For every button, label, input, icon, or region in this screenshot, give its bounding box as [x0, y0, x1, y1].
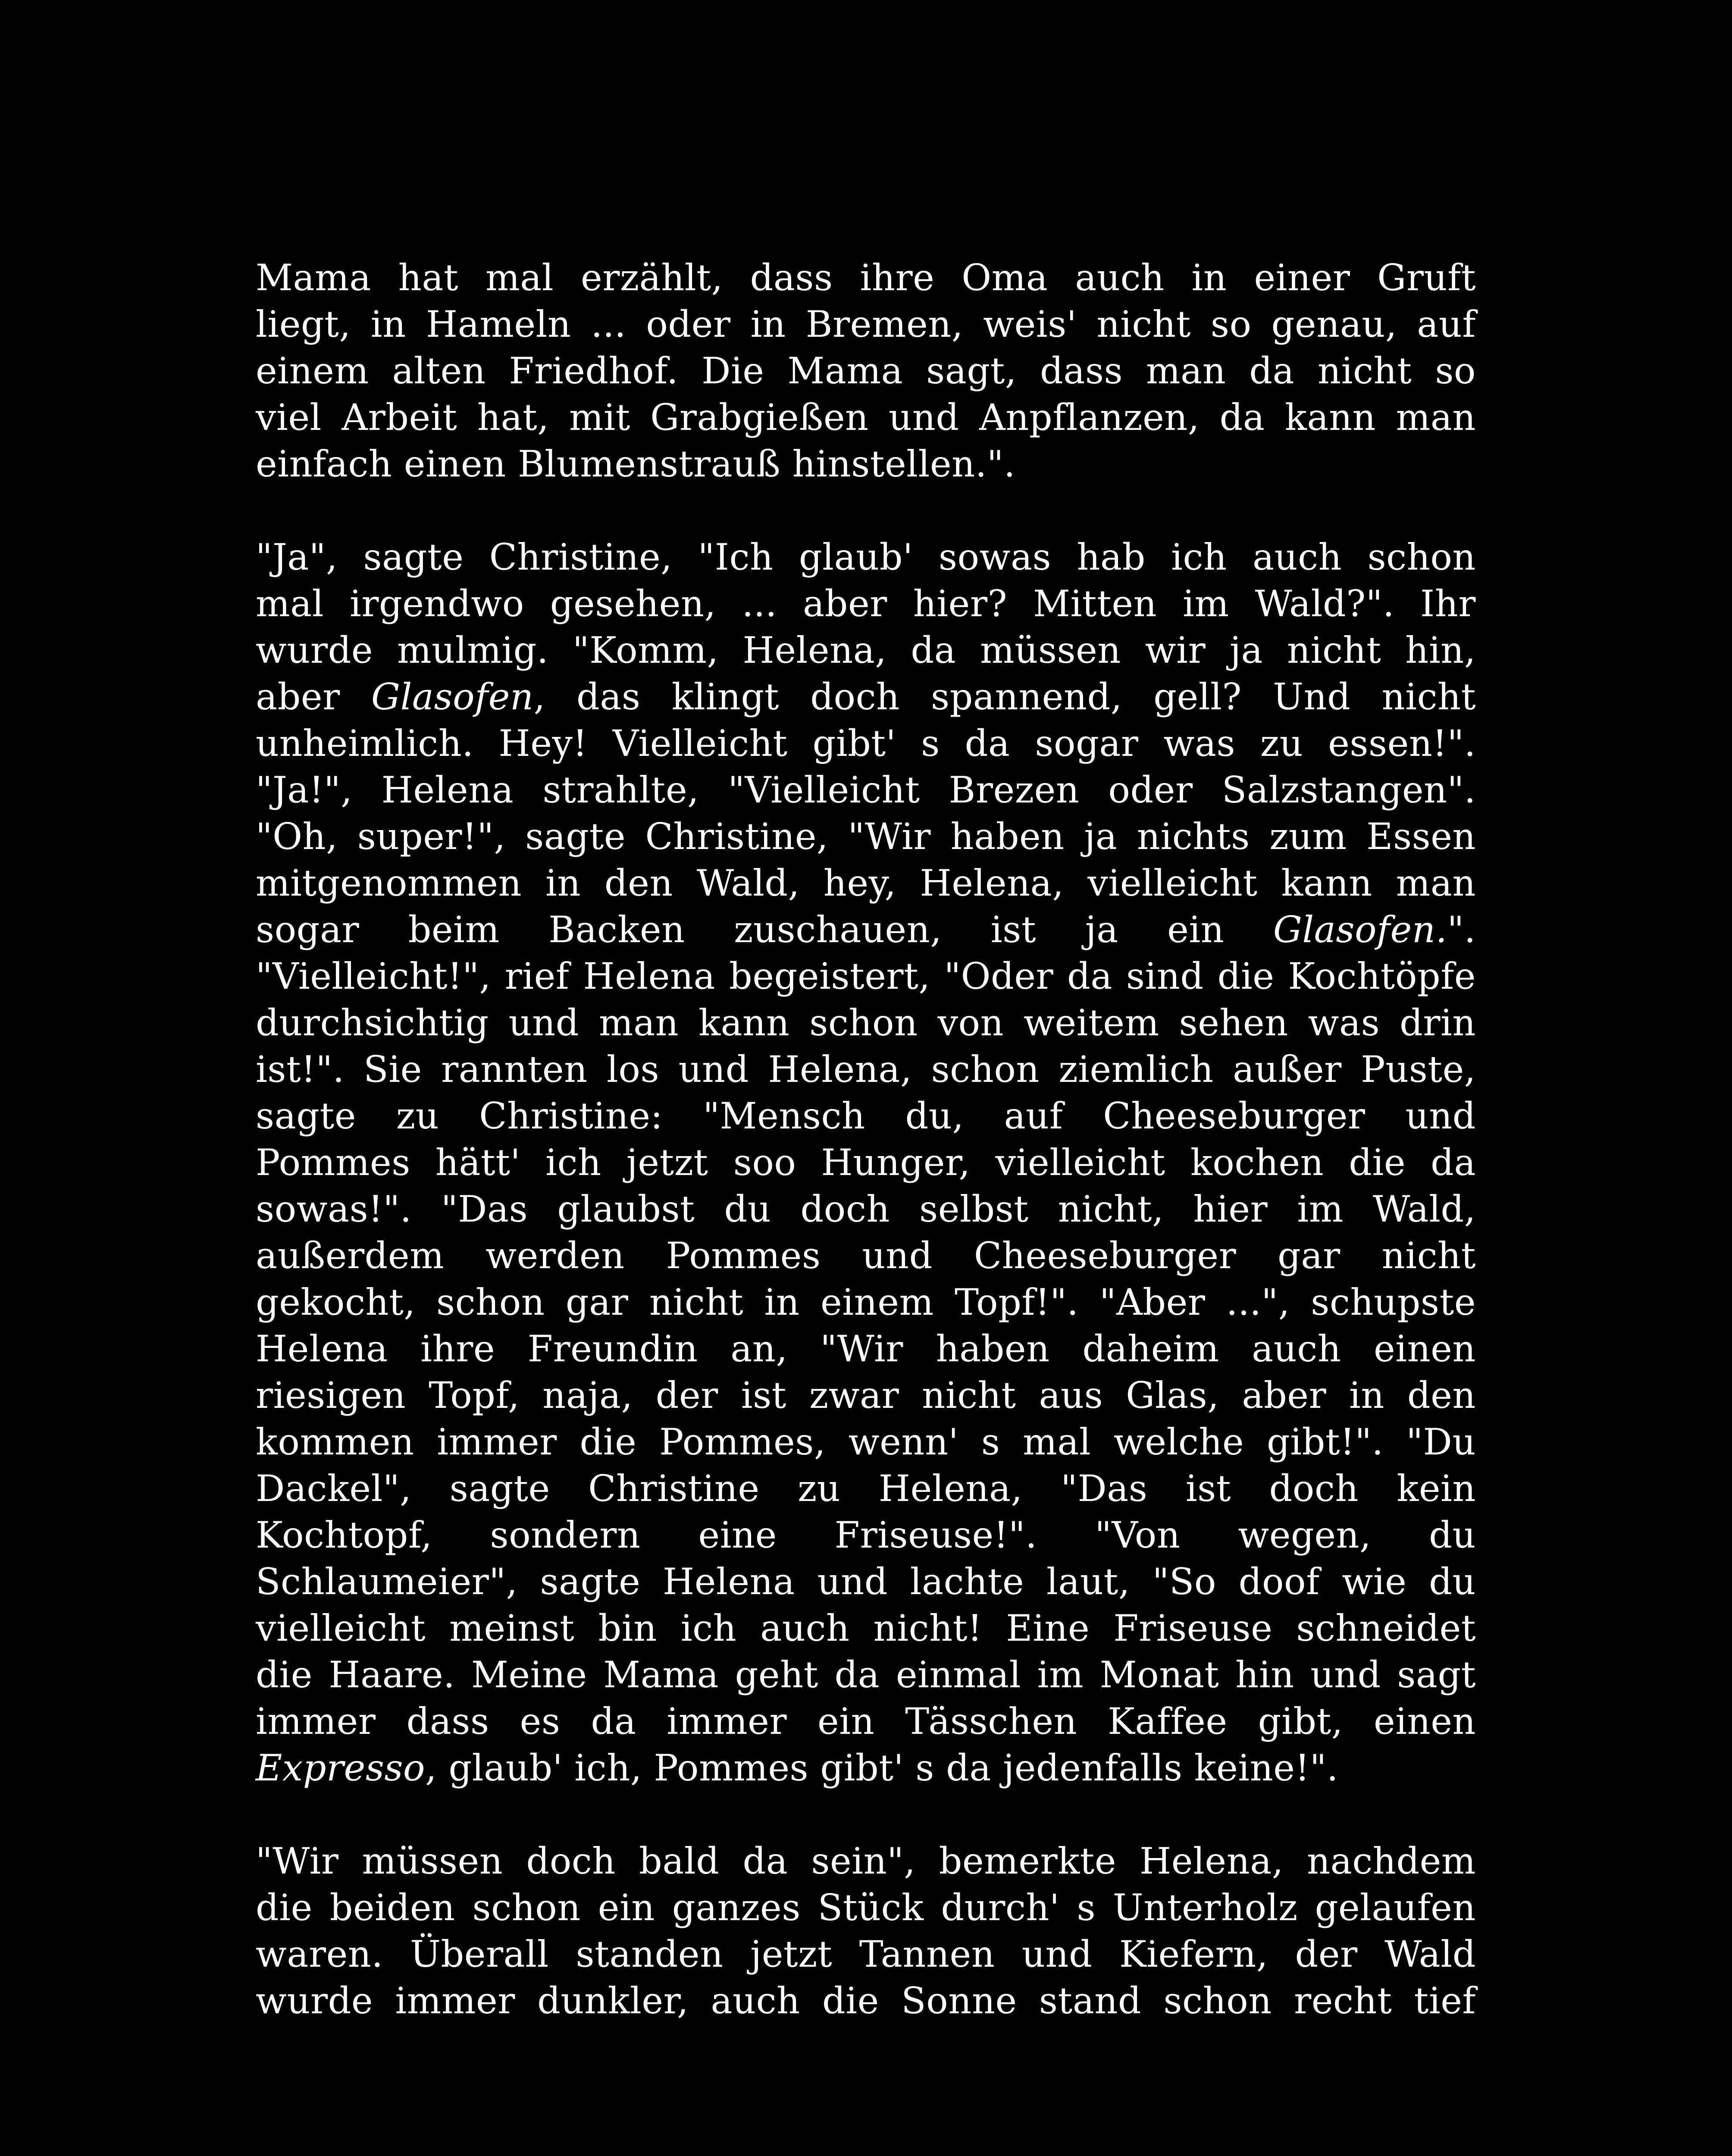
text-run: "Vielleicht!", rief Helena begeistert, "Oder da sind die Kochtöpfe	[256, 955, 1476, 997]
text-run: sogar beim Backen zuschauen, ist ja ein	[256, 909, 1273, 951]
text-run: Dackel", sagte Christine zu Helena, "Das ist doch kein	[256, 1467, 1476, 1510]
text-line	[256, 1046, 1476, 1093]
text-run: Helena ihre Freundin an, "Wir haben daheim auch einen	[256, 1328, 1476, 1370]
italic-text: Glasofen	[371, 676, 534, 718]
text-line	[256, 254, 1476, 301]
text-line	[256, 1139, 1476, 1186]
text-run: , glaub' ich, Pommes gibt' s da jedenfalls keine!".	[425, 1747, 1339, 1789]
text-run: einem alten Friedhof. Die Mama sagt, dass man da nicht so	[256, 350, 1476, 392]
text-line	[256, 301, 1476, 348]
text-run: Kochtopf, sondern eine Friseuse!". "Von wegen, du	[256, 1514, 1476, 1556]
text-line	[256, 441, 1476, 487]
text-line	[256, 1419, 1476, 1465]
text-run: mitgenommen in den Wald, hey, Helena, vielleicht kann man	[256, 862, 1476, 904]
text-run: außerdem werden Pommes und Cheeseburger gar nicht	[256, 1235, 1476, 1277]
text-run: immer dass es da immer ein Tässchen Kaffee gibt, einen	[256, 1700, 1476, 1742]
text-run: viel Arbeit hat, mit Grabgießen und Anpflanzen, da kann man	[256, 396, 1476, 439]
text-run: riesigen Topf, naja, der ist zwar nicht aus Glas, aber in den	[256, 1374, 1476, 1416]
text-run: wurde mulmig. "Komm, Helena, da müssen wir ja nicht hin,	[256, 629, 1476, 671]
text-line	[256, 1512, 1476, 1558]
text-line	[256, 348, 1476, 394]
text-line	[256, 1838, 1476, 1884]
text-run: gekocht, schon gar nicht in einem Topf!". "Aber ...", schupste	[256, 1281, 1476, 1323]
italic-text: Glasofen.	[1273, 909, 1447, 951]
text-line	[256, 720, 1476, 767]
text-line	[256, 1931, 1476, 1977]
text-run: liegt, in Hameln ... oder in Bremen, weis' nicht so genau, auf	[256, 303, 1476, 345]
text-run: die Haare. Meine Mama geht da einmal im Monat hin und sagt	[256, 1654, 1476, 1696]
paragraph	[256, 534, 1476, 1791]
text-line	[256, 1279, 1476, 1326]
text-run: "Ja!", Helena strahlte, "Vielleicht Brezen oder Salzstangen".	[256, 769, 1476, 811]
text-run: "Wir müssen doch bald da sein", bemerkte Helena, nachdem	[256, 1840, 1476, 1882]
text-line	[256, 767, 1476, 813]
text-line	[256, 1605, 1476, 1651]
text-line	[256, 1000, 1476, 1046]
text-run: sagte zu Christine: "Mensch du, auf Cheeseburger und	[256, 1095, 1476, 1137]
italic-text: Expresso	[256, 1747, 426, 1789]
text-line	[256, 580, 1476, 627]
text-run: ist!". Sie rannten los und Helena, schon ziemlich außer Puste,	[256, 1048, 1476, 1091]
text-run: durchsichtig und man kann schon von weitem sehen was drin	[256, 1002, 1476, 1044]
text-run: ".	[1447, 909, 1476, 951]
text-run: , das klingt doch spannend, gell? Und nicht	[533, 676, 1476, 718]
text-run: die beiden schon ein ganzes Stück durch' s Unterholz gelaufen	[256, 1887, 1476, 1929]
text-run: Mama hat mal erzählt, dass ihre Oma auch in einer Gruft	[256, 257, 1476, 299]
text-line	[256, 627, 1476, 674]
text-line	[256, 1745, 1476, 1791]
text-run: unheimlich. Hey! Vielleicht gibt' s da sogar was zu essen!".	[256, 722, 1476, 765]
text-run: waren. Überall standen jetzt Tannen und Kiefern, der Wald	[256, 1933, 1476, 1975]
text-line	[256, 1186, 1476, 1232]
text-run: Pommes hätt' ich jetzt soo Hunger, vielleicht kochen die da	[256, 1141, 1476, 1184]
text-run: mal irgendwo gesehen, ... aber hier? Mitten im Wald?". Ihr	[256, 583, 1476, 625]
text-line	[256, 1698, 1476, 1745]
text-line	[256, 1372, 1476, 1419]
text-line	[256, 1465, 1476, 1512]
text-line	[256, 906, 1476, 953]
text-run: kommen immer die Pommes, wenn' s mal welche gibt!". "Du	[256, 1421, 1476, 1463]
text-run: sowas!". "Das glaubst du doch selbst nicht, hier im Wald,	[256, 1188, 1476, 1230]
text-line	[256, 674, 1476, 720]
paragraph	[256, 1838, 1476, 2024]
text-run: Schlaumeier", sagte Helena und lachte laut, "So doof wie du	[256, 1561, 1476, 1603]
text-line	[256, 860, 1476, 906]
text-line	[256, 1558, 1476, 1605]
text-run: vielleicht meinst bin ich auch nicht! Eine Friseuse schneidet	[256, 1607, 1476, 1649]
text-line	[256, 813, 1476, 860]
text-line	[256, 953, 1476, 1000]
text-line	[256, 1651, 1476, 1698]
text-run: einfach einen Blumenstrauß hinstellen.".	[256, 443, 1016, 485]
text-line	[256, 1326, 1476, 1372]
text-line	[256, 1884, 1476, 1931]
paragraph	[256, 254, 1476, 487]
text-run: wurde immer dunkler, auch die Sonne stand schon recht tief	[256, 1980, 1476, 2022]
body-text	[256, 254, 1476, 2024]
text-line	[256, 1977, 1476, 2024]
text-run: "Oh, super!", sagte Christine, "Wir haben ja nichts zum Essen	[256, 815, 1476, 858]
text-line	[256, 1232, 1476, 1279]
text-line	[256, 394, 1476, 441]
text-run: "Ja", sagte Christine, "Ich glaub' sowas hab ich auch schon	[256, 536, 1476, 578]
text-line	[256, 1093, 1476, 1139]
text-line	[256, 534, 1476, 580]
text-run: aber	[256, 676, 371, 718]
